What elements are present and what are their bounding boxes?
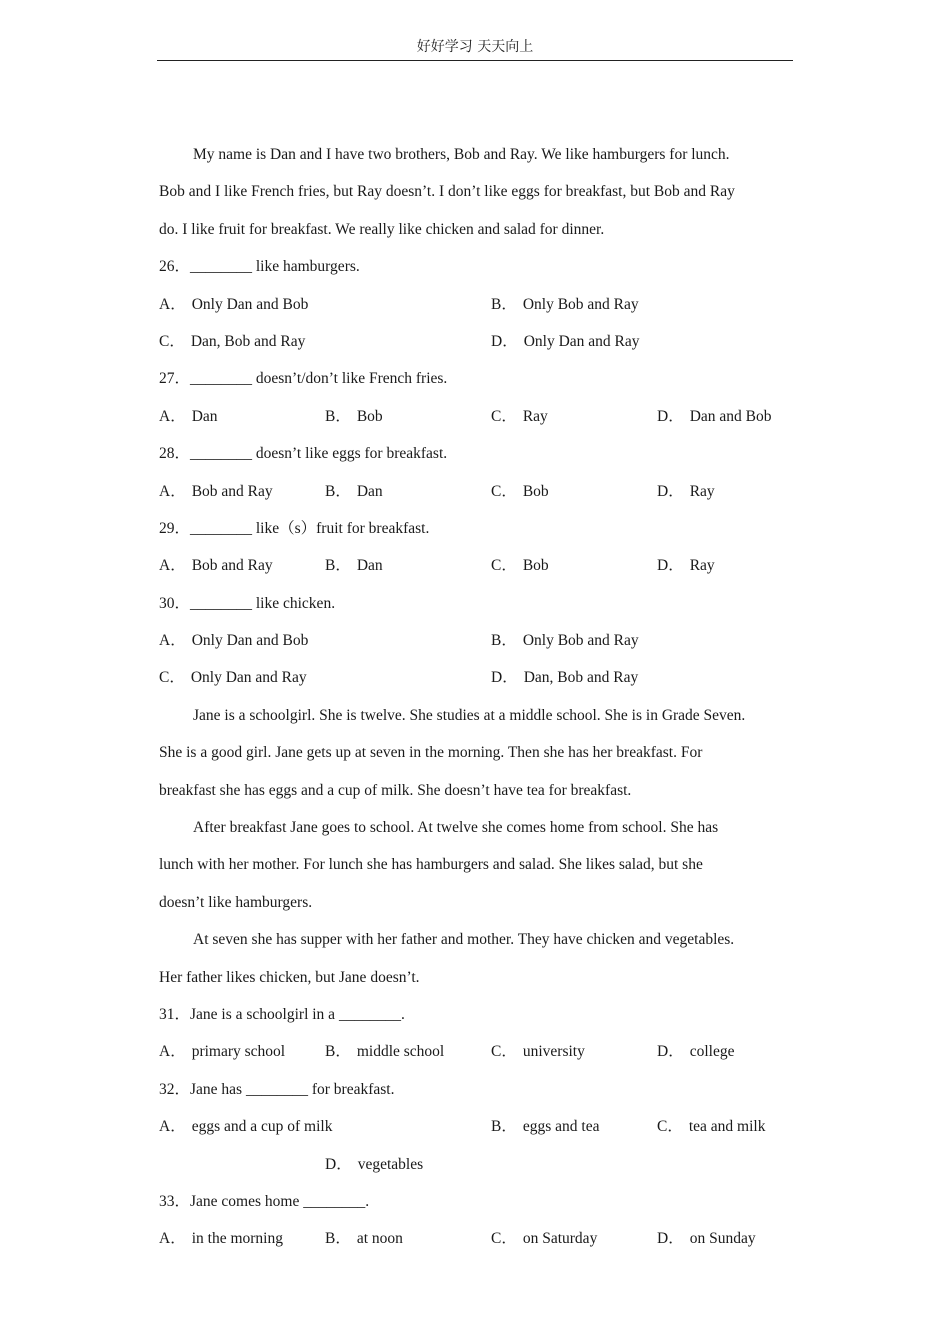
option-label: A． [159, 632, 186, 650]
option-b[interactable] [491, 622, 639, 659]
option-d[interactable] [657, 398, 772, 435]
exam-content [159, 136, 799, 1258]
option-label: C． [491, 482, 517, 500]
option-label: A． [159, 1230, 186, 1248]
option-text: Dan [356, 482, 383, 500]
option-text: Bob [522, 557, 549, 575]
option-label: A． [159, 407, 186, 425]
option-label: C． [491, 407, 517, 425]
question-33-options [159, 1220, 799, 1257]
option-b[interactable] [325, 1220, 403, 1257]
option-label: C． [491, 1043, 517, 1061]
question-27-options [159, 398, 799, 435]
option-label: C． [491, 557, 517, 575]
option-text: in the morning [191, 1230, 283, 1248]
option-b[interactable] [491, 286, 639, 323]
question-31-options [159, 1033, 799, 1070]
option-text: Ray [689, 557, 715, 575]
option-label: C． [491, 1230, 517, 1248]
option-a[interactable] [159, 547, 273, 584]
question-31-stem: 31．Jane is a schoolgirl in a ________. [159, 1005, 405, 1023]
option-text: Bob and Ray [191, 557, 273, 575]
option-text: Dan [356, 557, 383, 575]
option-label: D． [657, 557, 684, 575]
option-c[interactable] [491, 473, 549, 510]
option-text: Dan, Bob and Ray [523, 669, 639, 687]
option-text: Ray [522, 407, 548, 425]
passage2-line: She is a good girl. Jane gets up at seven in the morning. Then she has her breakfast. For [159, 744, 703, 762]
option-d[interactable] [491, 323, 640, 360]
option-label: A． [159, 1118, 186, 1136]
option-text: Only Dan and Bob [191, 295, 309, 313]
option-text: university [522, 1043, 585, 1061]
question-26-options-row1 [159, 286, 799, 323]
question-32-options-row2 [159, 1146, 799, 1183]
option-text: Only Dan and Ray [190, 669, 307, 687]
option-a[interactable] [159, 398, 218, 435]
option-text: Bob and Ray [191, 482, 273, 500]
question-28-options [159, 473, 799, 510]
passage2-line: doesn’t like hamburgers. [159, 893, 313, 911]
passage1-line: do. I like fruit for breakfast. We really like chicken and salad for dinner. [159, 220, 605, 238]
option-label: B． [325, 407, 351, 425]
question-27-stem: 27．________ doesn’t/don’t like French fries. [159, 370, 448, 388]
passage2-line: Jane is a schoolgirl. She is twelve. She studies at a middle school. She is in Grade Seven. [193, 706, 746, 724]
question-30-options-row2 [159, 659, 799, 696]
option-label: D． [657, 407, 684, 425]
option-text: Ray [689, 482, 715, 500]
option-label: A． [159, 482, 186, 500]
passage2-line: After breakfast Jane goes to school. At twelve she comes home from school. She has [193, 819, 719, 837]
option-b[interactable] [325, 473, 383, 510]
option-label: D． [657, 1230, 684, 1248]
option-text: primary school [191, 1043, 286, 1061]
question-32-stem: 32．Jane has ________ for breakfast. [159, 1080, 395, 1098]
option-text: Only Dan and Ray [523, 332, 640, 350]
option-label: C． [159, 669, 185, 687]
option-a[interactable] [159, 286, 308, 323]
question-26-stem: 26．________ like hamburgers. [159, 258, 360, 276]
option-label: A． [159, 557, 186, 575]
question-33-stem: 33．Jane comes home ________. [159, 1192, 370, 1210]
option-text: college [689, 1043, 735, 1061]
option-d[interactable] [657, 473, 715, 510]
passage1-line: My name is Dan and I have two brothers, Bob and Ray. We like hamburgers for lunch. [193, 146, 730, 163]
option-label: B． [491, 1118, 517, 1136]
option-c[interactable] [491, 1033, 585, 1070]
option-a[interactable] [159, 1108, 332, 1145]
option-label: B． [325, 1230, 351, 1248]
option-label: D． [657, 482, 684, 500]
option-text: Dan [191, 407, 218, 425]
question-32-options-row1 [159, 1108, 799, 1145]
option-label: D． [491, 669, 518, 687]
option-a[interactable] [159, 1220, 283, 1257]
option-label: D． [657, 1043, 684, 1061]
option-d[interactable] [657, 1220, 756, 1257]
option-text: eggs and a cup of milk [191, 1118, 333, 1136]
option-label: B． [325, 557, 351, 575]
option-c[interactable] [657, 1108, 765, 1145]
passage2-line: breakfast she has eggs and a cup of milk. She doesn’t have tea for breakfast. [159, 781, 632, 799]
option-a[interactable] [159, 1033, 285, 1070]
option-label: A． [159, 1043, 186, 1061]
option-a[interactable] [159, 622, 308, 659]
option-d[interactable] [657, 1033, 734, 1070]
option-b[interactable] [325, 1033, 444, 1070]
option-a[interactable] [159, 473, 273, 510]
option-b[interactable] [325, 398, 383, 435]
passage1-line: Bob and I like French fries, but Ray doesn’t. I don’t like eggs for breakfast, but Bob and Ray [159, 183, 735, 201]
option-text: at noon [356, 1230, 403, 1248]
option-text: Dan, Bob and Ray [190, 332, 306, 350]
passage2-line: Her father likes chicken, but Jane doesn’t. [159, 968, 420, 986]
option-label: A． [159, 295, 186, 313]
passage2-line: At seven she has supper with her father and mother. They have chicken and vegetables. [193, 931, 735, 949]
question-28-stem: 28．________ doesn’t like eggs for breakfast. [159, 445, 448, 463]
option-c[interactable] [491, 547, 549, 584]
option-label: B． [491, 632, 517, 650]
option-text: on Sunday [689, 1230, 756, 1248]
option-b[interactable] [491, 1108, 599, 1145]
option-text: Bob [356, 407, 383, 425]
option-d[interactable] [657, 547, 715, 584]
page-header: 好好学习 天天向上 [157, 36, 793, 61]
option-label: B． [325, 482, 351, 500]
option-c[interactable] [491, 398, 548, 435]
question-29-options [159, 547, 799, 584]
option-text: Bob [522, 482, 549, 500]
option-label: B． [491, 295, 517, 313]
option-c[interactable] [159, 659, 307, 696]
question-30-stem: 30．________ like chicken. [159, 594, 336, 612]
option-text: on Saturday [522, 1230, 598, 1248]
passage2-line: lunch with her mother. For lunch she has hamburgers and salad. She likes salad, but she [159, 856, 703, 874]
question-26-options-row2 [159, 323, 799, 360]
option-text: middle school [356, 1043, 445, 1061]
option-text: tea and milk [688, 1118, 766, 1136]
question-30-options-row1 [159, 622, 799, 659]
option-text: Dan and Bob [689, 407, 772, 425]
option-label: C． [657, 1118, 683, 1136]
option-text: Only Bob and Ray [522, 295, 639, 313]
option-label: D． [325, 1155, 352, 1173]
option-text: eggs and tea [522, 1118, 600, 1136]
option-text: vegetables [357, 1155, 424, 1173]
option-text: Only Bob and Ray [522, 632, 639, 650]
option-d[interactable] [325, 1146, 423, 1183]
option-d[interactable] [491, 659, 638, 696]
option-c[interactable] [159, 323, 305, 360]
question-29-stem: 29．________ like（s）fruit for breakfast. [159, 519, 430, 537]
option-label: D． [491, 332, 518, 350]
option-label: C． [159, 332, 185, 350]
option-label: B． [325, 1043, 351, 1061]
option-b[interactable] [325, 547, 383, 584]
option-text: Only Dan and Bob [191, 632, 309, 650]
option-c[interactable] [491, 1220, 597, 1257]
